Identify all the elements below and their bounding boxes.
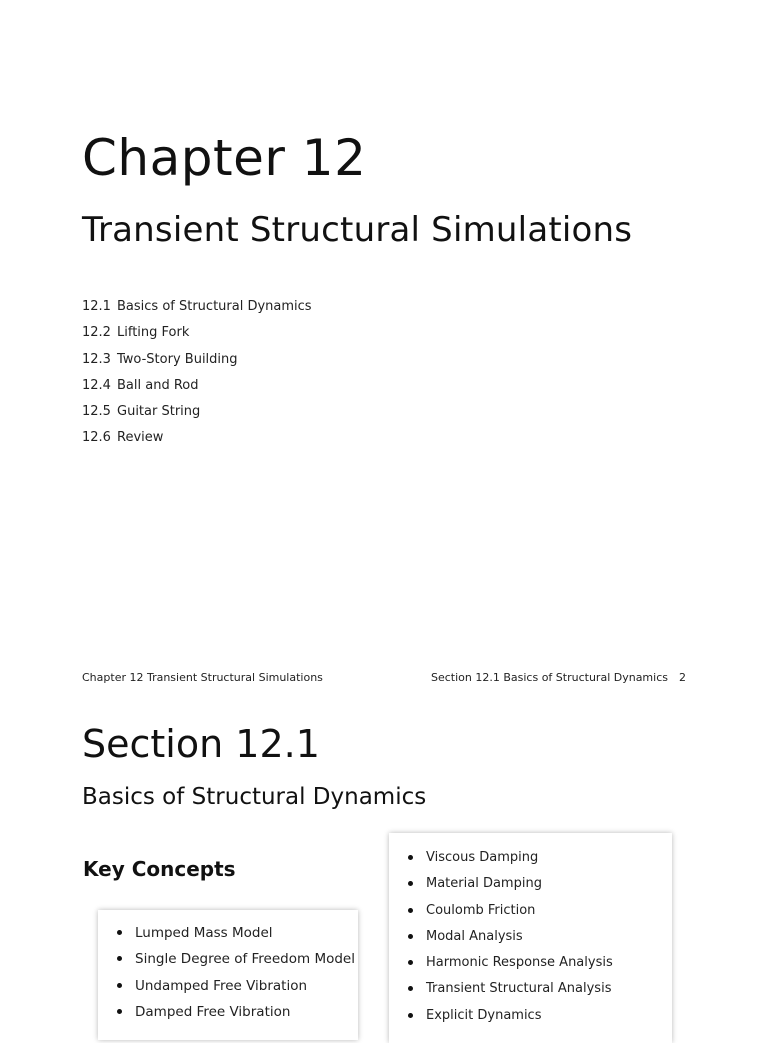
toc-item-number: 12.1 — [82, 299, 111, 314]
chapter-title: Transient Structural Simulations — [82, 210, 633, 250]
toc-item-title: Guitar String — [117, 404, 201, 420]
list-item: Coulomb Friction — [389, 900, 672, 926]
toc-item-number: 12.6 — [82, 430, 111, 446]
key-concepts-box-right — [389, 833, 672, 1043]
list-item: Viscous Damping — [389, 847, 672, 873]
list-item: Lumped Mass Model — [98, 922, 358, 948]
list-item: Undamped Free Vibration — [98, 975, 358, 1001]
toc-item-title: Basics of Structural Dynamics — [117, 299, 312, 314]
key-concepts-box-left — [98, 910, 358, 1040]
toc-item-title: Ball and Rod — [117, 377, 199, 393]
list-item: Material Damping — [389, 873, 672, 899]
table-of-contents — [82, 296, 312, 454]
toc-item[interactable] — [82, 427, 312, 453]
toc-item-title: Lifting Fork — [117, 325, 190, 341]
toc-item[interactable] — [82, 349, 312, 375]
concept-list-left — [98, 910, 358, 1027]
section-number-heading: Section 12.1 — [82, 722, 320, 766]
list-item: Damped Free Vibration — [98, 1001, 358, 1027]
toc-item[interactable] — [82, 375, 312, 401]
chapter-number-heading: Chapter 12 — [82, 129, 367, 187]
list-item: Harmonic Response Analysis — [389, 952, 672, 978]
list-item: Transient Structural Analysis — [389, 978, 672, 1004]
toc-item-title: Two-Story Building — [117, 351, 238, 367]
toc-item-number: 12.5 — [82, 404, 111, 420]
running-head-left: Chapter 12 Transient Structural Simulations — [82, 671, 323, 684]
toc-item[interactable] — [82, 296, 312, 322]
list-item: Modal Analysis — [389, 926, 672, 952]
toc-item-number: 12.3 — [82, 351, 111, 367]
toc-item-number: 12.4 — [82, 377, 111, 393]
toc-item-title: Review — [117, 430, 164, 446]
concept-list-right — [389, 833, 672, 1031]
list-item: Explicit Dynamics — [389, 1005, 672, 1031]
toc-item-number: 12.2 — [82, 325, 111, 341]
running-head-right: Section 12.1 Basics of Structural Dynamics — [431, 671, 668, 684]
toc-item[interactable] — [82, 322, 312, 348]
toc-item[interactable] — [82, 401, 312, 427]
key-concepts-heading: Key Concepts — [83, 857, 236, 881]
page-number: 2 — [679, 671, 686, 684]
list-item: Single Degree of Freedom Model — [98, 948, 358, 974]
section-title: Basics of Structural Dynamics — [82, 784, 427, 810]
